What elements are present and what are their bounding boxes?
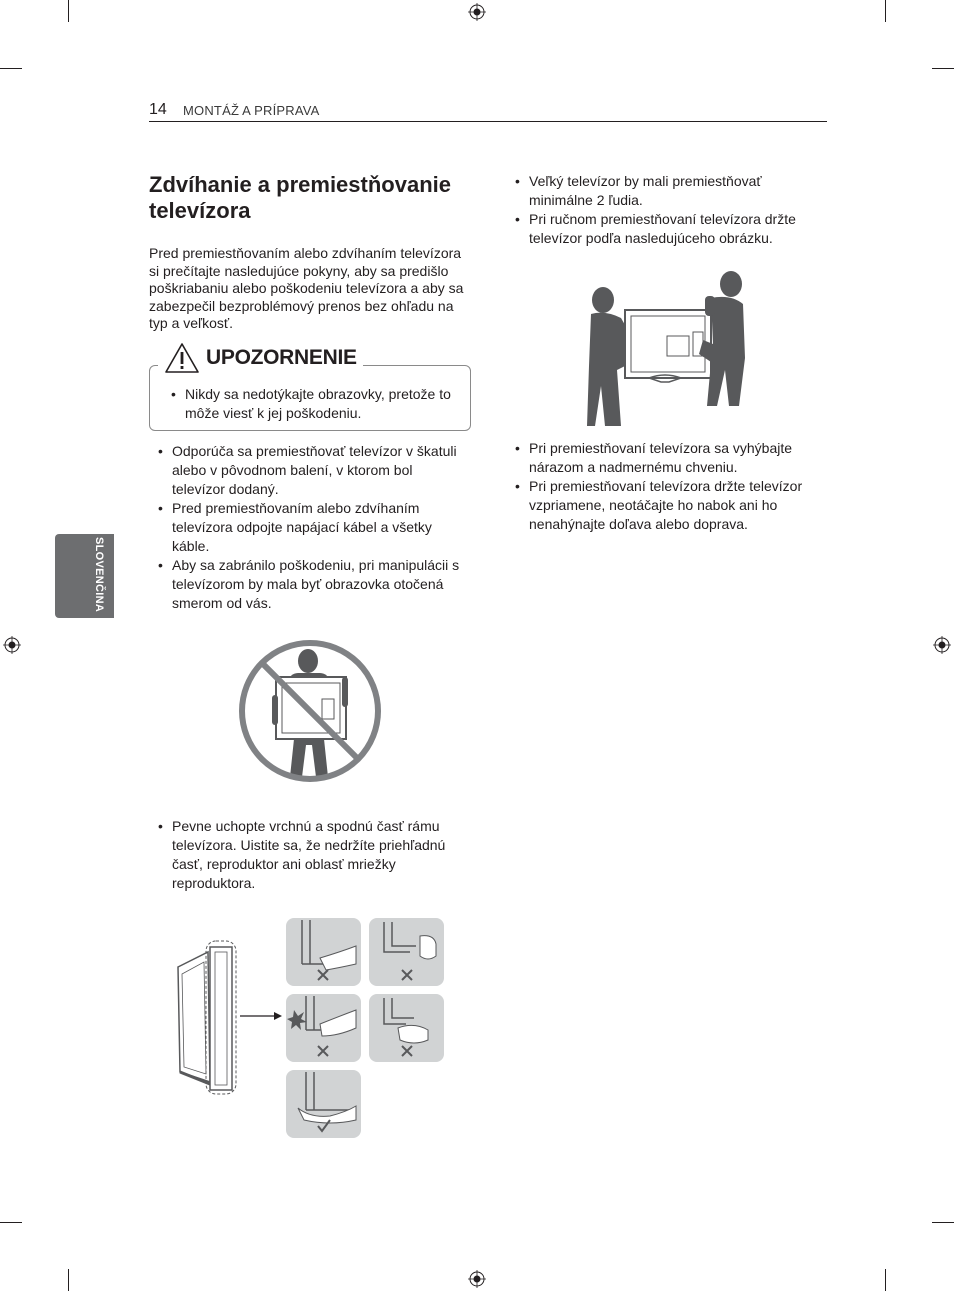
grip-panel-3 (286, 994, 361, 1062)
crop-mark (68, 1269, 69, 1291)
bullet-list-right-1 (506, 172, 826, 248)
crop-mark (0, 68, 22, 69)
warning-triangle-icon (164, 342, 200, 374)
list-item: • Pri premiestňovaní televízora sa vyhýbajte nárazom a nadmernému chveniu. (506, 439, 826, 477)
crop-mark (0, 1222, 22, 1223)
two-people-carrying-illustration (585, 270, 747, 430)
caution-header (158, 340, 363, 376)
caution-title: UPOZORNENIE (206, 346, 357, 369)
grip-panel-4 (369, 994, 444, 1062)
registration-mark-icon (3, 636, 21, 654)
page-title: Zdvíhanie a premiestňovanie televízora (149, 172, 451, 223)
header-divider (149, 121, 827, 122)
crop-mark (932, 1222, 954, 1223)
person-left (587, 287, 629, 426)
grip-illustration (170, 912, 450, 1142)
crop-mark (885, 1269, 886, 1291)
registration-mark-icon (468, 1270, 486, 1288)
page-number: 14 (149, 101, 167, 118)
crop-mark (68, 0, 69, 22)
language-tab-label: SLOVENČINA (93, 537, 105, 613)
grip-panel-2 (369, 918, 444, 986)
caution-list (162, 385, 462, 423)
registration-mark-icon (933, 636, 951, 654)
list-item: • Pred premiestňovaním alebo zdvíhaním televízora odpojte napájací kábel a všetky káble. (149, 499, 469, 556)
crop-mark (932, 68, 954, 69)
bullet-list-left-2 (149, 817, 469, 893)
crop-mark (885, 0, 886, 22)
grip-panel-5 (286, 1070, 361, 1138)
list-item: • Odporúča sa premiestňovať televízor v škatuli alebo v pôvodnom balení, v ktorom bol televízor dodaný. (149, 442, 469, 499)
tv-carried (625, 310, 711, 382)
arrow-icon (240, 1012, 282, 1020)
list-item: • Pri premiestňovaní televízora držte televízor vzpriamene, neotáčajte ho nabok ani ho nenahýnajte doľava alebo doprava. (506, 477, 826, 534)
list-item: • Veľký televízor by mali premiestňovať minimálne 2 ľudia. (506, 172, 826, 210)
bullet-list-right-2 (506, 439, 826, 534)
language-tab (55, 534, 114, 618)
list-item: • Aby sa zabránilo poškodeniu, pri manipulácii s televízorom by mala byť obrazovka otočená smerom od vás. (149, 556, 469, 613)
registration-mark-icon (468, 3, 486, 21)
list-item: • Pri ručnom premiestňovaní televízora držte televízor podľa nasledujúceho obrázku. (506, 210, 826, 248)
section-title: MONTÁŽ A PRÍPRAVA (183, 103, 320, 118)
intro-paragraph: Pred premiestňovaním alebo zdvíhaním televízora si prečítajte nasledujúce pokyny, aby sa predišlo poškriabaniu alebo poškodeniu televízora a aby sa zabezpečil bezproblémový prenos bez ohľadu na typ a veľkosť. (149, 245, 464, 332)
tv-side-view (178, 941, 236, 1094)
caution-item: • Nikdy sa nedotýkajte obrazovky, pretože to môže viesť k jej poškodeniu. (162, 385, 462, 423)
list-item: • Pevne uchopte vrchnú a spodnú časť rámu televízora. Uistite sa, že nedržíte priehľadnú časť, reproduktor ani oblasť mriežky reproduktora. (149, 817, 469, 893)
prohibited-carry-illustration (236, 637, 384, 785)
grip-panel-1 (286, 918, 361, 986)
bullet-list-left-1 (149, 442, 469, 613)
